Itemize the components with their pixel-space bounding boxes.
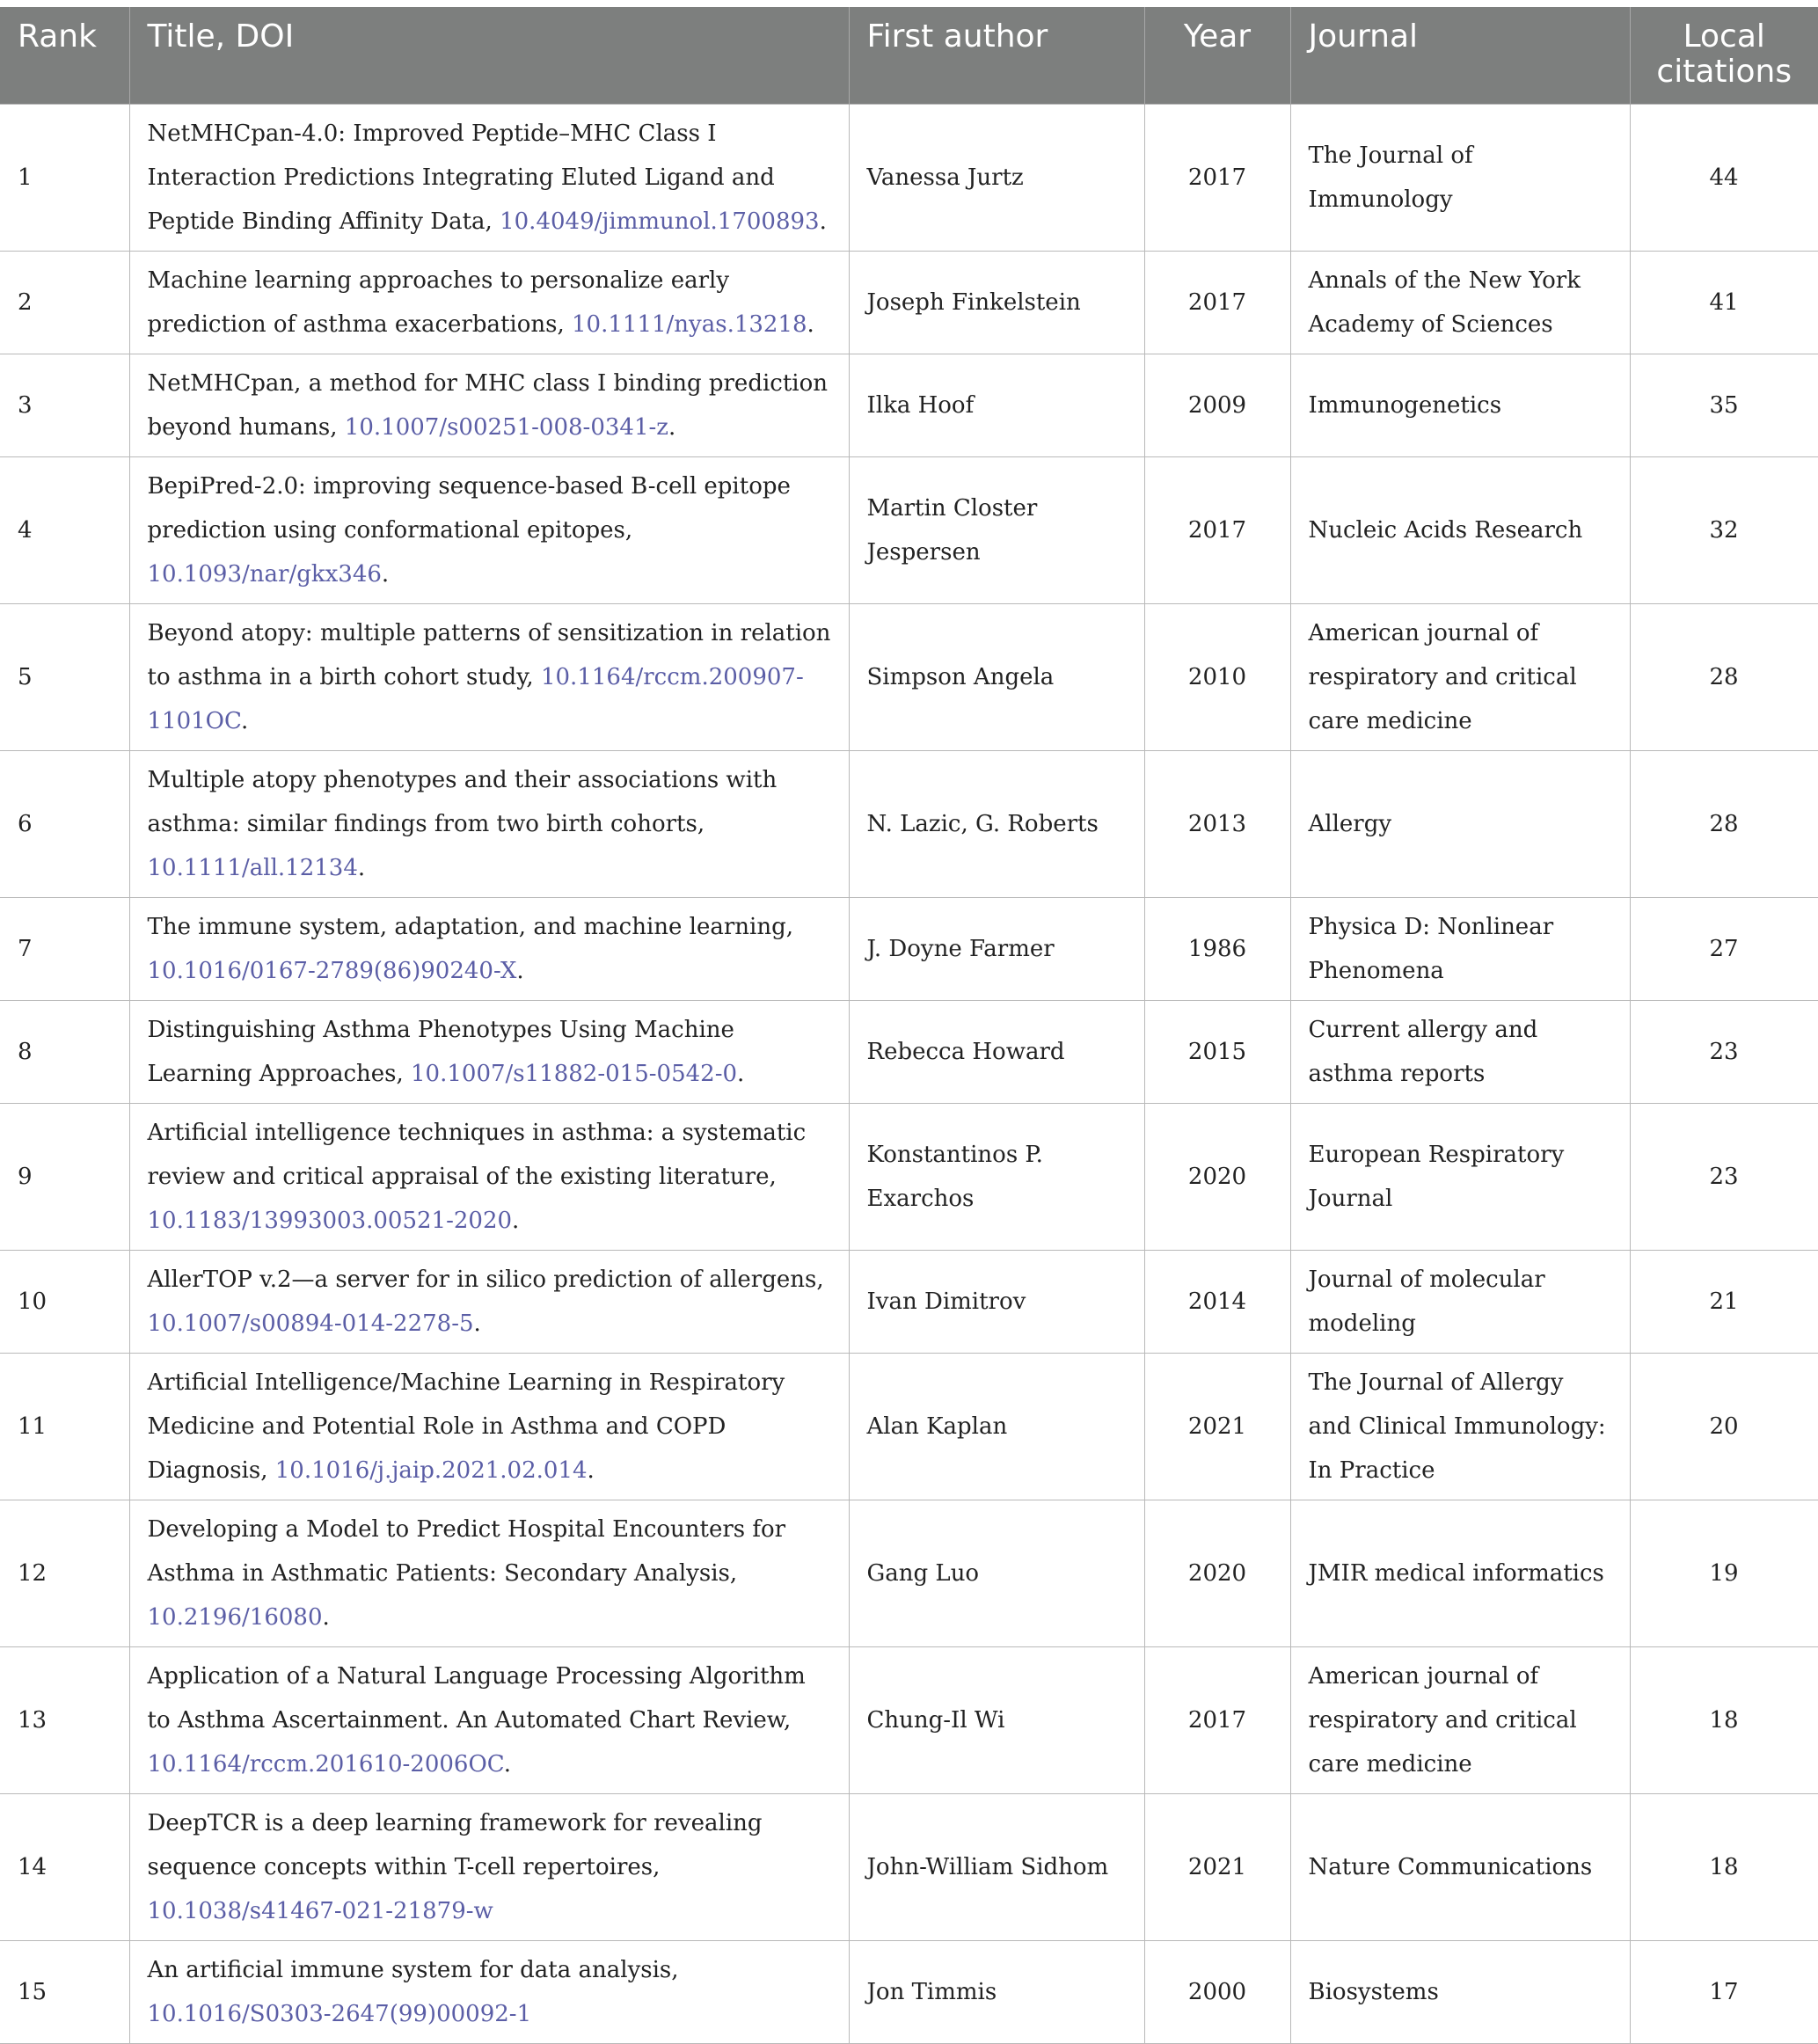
citations-table	[0, 7, 1818, 2044]
table-row	[0, 897, 1818, 1000]
title-doi-cell	[129, 897, 849, 1000]
title-doi-cell	[129, 750, 849, 897]
col-header-local-citations: Local citations	[1630, 7, 1818, 104]
title-text: Distinguishing Asthma Phenotypes Using Machine Learning Approaches,	[147, 1016, 734, 1087]
title-text: Beyond atopy: multiple patterns of sensitization in relation to asthma in a birth cohort study,	[147, 619, 831, 690]
year-cell: 2021	[1144, 1353, 1290, 1500]
doi-link[interactable]: 10.1164/rccm.201610-2006OC	[147, 1750, 504, 1778]
first-author-cell: John-William Sidhom	[849, 1793, 1144, 1940]
title-tail: .	[807, 310, 814, 338]
first-author-cell: N. Lazic, G. Roberts	[849, 750, 1144, 897]
col-header-rank: Rank	[0, 7, 129, 104]
rank-cell: 8	[0, 1000, 129, 1103]
title-doi-cell	[129, 1250, 849, 1353]
first-author-cell: Konstantinos P. Exarchos	[849, 1103, 1144, 1250]
title-tail: .	[668, 413, 676, 441]
local-citations-cell: 19	[1630, 1500, 1818, 1646]
journal-cell: Annals of the New York Academy of Sciences	[1290, 251, 1630, 354]
year-cell: 2015	[1144, 1000, 1290, 1103]
table-row	[0, 456, 1818, 603]
rank-cell: 13	[0, 1646, 129, 1793]
year-cell: 2009	[1144, 354, 1290, 456]
title-tail: .	[737, 1060, 745, 1087]
title-doi-cell	[129, 603, 849, 750]
doi-link[interactable]: 10.1007/s00894-014-2278-5	[147, 1310, 474, 1337]
table-row	[0, 1250, 1818, 1353]
journal-cell: American journal of respiratory and critical care medicine	[1290, 603, 1630, 750]
rank-cell: 7	[0, 897, 129, 1000]
title-tail: .	[512, 1207, 520, 1234]
journal-cell: European Respiratory Journal	[1290, 1103, 1630, 1250]
local-citations-cell: 27	[1630, 897, 1818, 1000]
title-tail: .	[357, 854, 366, 881]
title-text: Multiple atopy phenotypes and their associations with asthma: similar findings from two birth cohorts,	[147, 766, 778, 837]
journal-cell: The Journal of Allergy and Clinical Immunology: In Practice	[1290, 1353, 1630, 1500]
local-citations-cell: 17	[1630, 1940, 1818, 2043]
local-citations-cell: 23	[1630, 1000, 1818, 1103]
first-author-cell: Joseph Finkelstein	[849, 251, 1144, 354]
title-tail: .	[503, 1750, 511, 1778]
doi-link[interactable]: 10.1007/s11882-015-0542-0	[411, 1060, 738, 1087]
title-tail: .	[516, 957, 524, 984]
title-doi-cell	[129, 1000, 849, 1103]
year-cell: 2021	[1144, 1793, 1290, 1940]
doi-link[interactable]: 10.1016/0167-2789(86)90240-X	[147, 957, 517, 984]
title-tail: .	[819, 208, 827, 235]
table-row	[0, 1000, 1818, 1103]
journal-cell: The Journal of Immunology	[1290, 104, 1630, 251]
local-citations-cell: 21	[1630, 1250, 1818, 1353]
rank-cell: 2	[0, 251, 129, 354]
title-tail: .	[473, 1310, 481, 1337]
journal-cell: Biosystems	[1290, 1940, 1630, 2043]
first-author-cell: J. Doyne Farmer	[849, 897, 1144, 1000]
year-cell: 2017	[1144, 104, 1290, 251]
local-citations-cell: 28	[1630, 603, 1818, 750]
title-text: Developing a Model to Predict Hospital Encounters for Asthma in Asthmatic Patients: Secondary Analysis,	[147, 1515, 786, 1587]
table-row	[0, 1103, 1818, 1250]
title-text: An artificial immune system for data analysis,	[147, 1956, 679, 1983]
title-tail: .	[240, 707, 249, 734]
rank-cell: 1	[0, 104, 129, 251]
journal-cell: American journal of respiratory and critical care medicine	[1290, 1646, 1630, 1793]
title-tail: .	[322, 1603, 330, 1631]
journal-cell: Nature Communications	[1290, 1793, 1630, 1940]
local-citations-cell: 35	[1630, 354, 1818, 456]
year-cell: 2017	[1144, 1646, 1290, 1793]
title-text: Machine learning approaches to personalize early prediction of asthma exacerbations,	[147, 266, 730, 338]
title-doi-cell	[129, 1940, 849, 2043]
rank-cell: 14	[0, 1793, 129, 1940]
title-doi-cell	[129, 456, 849, 603]
title-text: NetMHCpan, a method for MHC class I binding prediction beyond humans,	[147, 369, 828, 441]
col-header-journal: Journal	[1290, 7, 1630, 104]
col-header-first-author: First author	[849, 7, 1144, 104]
table-row	[0, 251, 1818, 354]
local-citations-cell: 20	[1630, 1353, 1818, 1500]
doi-link[interactable]: 10.1183/13993003.00521-2020	[147, 1207, 513, 1234]
table-row	[0, 104, 1818, 251]
journal-cell: Current allergy and asthma reports	[1290, 1000, 1630, 1103]
first-author-cell: Chung-Il Wi	[849, 1646, 1144, 1793]
first-author-cell: Jon Timmis	[849, 1940, 1144, 2043]
year-cell: 2020	[1144, 1103, 1290, 1250]
first-author-cell: Ilka Hoof	[849, 354, 1144, 456]
rank-cell: 4	[0, 456, 129, 603]
year-cell: 2014	[1144, 1250, 1290, 1353]
title-tail: .	[381, 560, 390, 588]
title-text: Application of a Natural Language Processing Algorithm to Asthma Ascertainment. An Automated Chart Review,	[147, 1662, 806, 1734]
local-citations-cell: 18	[1630, 1793, 1818, 1940]
year-cell: 2000	[1144, 1940, 1290, 2043]
journal-cell: Physica D: Nonlinear Phenomena	[1290, 897, 1630, 1000]
year-cell: 2010	[1144, 603, 1290, 750]
doi-link[interactable]: 10.1164/rccm.200907-1101OC	[147, 663, 804, 734]
year-cell: 2017	[1144, 456, 1290, 603]
table-row	[0, 750, 1818, 897]
title-doi-cell	[129, 354, 849, 456]
rank-cell: 6	[0, 750, 129, 897]
local-citations-cell: 28	[1630, 750, 1818, 897]
title-text: The immune system, adaptation, and machine learning,	[147, 913, 793, 940]
title-doi-cell	[129, 1500, 849, 1646]
first-author-cell: Martin Closter Jespersen	[849, 456, 1144, 603]
rank-cell: 9	[0, 1103, 129, 1250]
local-citations-cell: 18	[1630, 1646, 1818, 1793]
table-row	[0, 1646, 1818, 1793]
table-row	[0, 603, 1818, 750]
local-citations-cell: 23	[1630, 1103, 1818, 1250]
journal-cell: Journal of molecular modeling	[1290, 1250, 1630, 1353]
first-author-cell: Alan Kaplan	[849, 1353, 1144, 1500]
rank-cell: 3	[0, 354, 129, 456]
title-text: Artificial Intelligence/Machine Learning in Respiratory Medicine and Potential Role in Asthma and COPD Diagnosis,	[147, 1369, 785, 1484]
doi-link[interactable]: 10.1111/all.12134	[147, 854, 358, 881]
first-author-cell: Vanessa Jurtz	[849, 104, 1144, 251]
title-text: AllerTOP v.2—a server for in silico prediction of allergens,	[147, 1266, 824, 1293]
rank-cell: 15	[0, 1940, 129, 2043]
title-tail: .	[587, 1456, 595, 1484]
table-row	[0, 1353, 1818, 1500]
table-row	[0, 1500, 1818, 1646]
title-doi-cell	[129, 104, 849, 251]
year-cell: 1986	[1144, 897, 1290, 1000]
doi-link[interactable]: 10.2196/16080	[147, 1603, 323, 1631]
year-cell: 2020	[1144, 1500, 1290, 1646]
doi-link[interactable]: 10.1093/nar/gkx346	[147, 560, 382, 588]
table-row	[0, 1793, 1818, 1940]
title-text: DeepTCR is a deep learning framework for revealing sequence concepts within T-cell repertoires,	[147, 1809, 763, 1880]
first-author-cell: Simpson Angela	[849, 603, 1144, 750]
table-row	[0, 354, 1818, 456]
table-row	[0, 1940, 1818, 2043]
title-text: Artificial intelligence techniques in asthma: a systematic review and critical appraisal of the existing literature,	[147, 1119, 807, 1190]
journal-cell: Nucleic Acids Research	[1290, 456, 1630, 603]
journal-cell: Allergy	[1290, 750, 1630, 897]
title-doi-cell	[129, 1103, 849, 1250]
doi-link[interactable]: 10.1038/s41467-021-21879-w	[147, 1897, 493, 1924]
col-header-title-doi: Title, DOI	[129, 7, 849, 104]
year-cell: 2017	[1144, 251, 1290, 354]
title-text: NetMHCpan-4.0: Improved Peptide–MHC Class I Interaction Predictions Integrating Eluted Ligand and Peptide Binding Affinity Data,	[147, 120, 775, 235]
rank-cell: 11	[0, 1353, 129, 1500]
title-doi-cell	[129, 1793, 849, 1940]
local-citations-cell: 32	[1630, 456, 1818, 603]
title-doi-cell	[129, 1646, 849, 1793]
first-author-cell: Ivan Dimitrov	[849, 1250, 1144, 1353]
rank-cell: 5	[0, 603, 129, 750]
doi-link[interactable]: 10.1016/j.jaip.2021.02.014	[274, 1456, 588, 1484]
header-row	[0, 7, 1818, 104]
doi-link[interactable]: 10.1007/s00251-008-0341-z	[344, 413, 668, 441]
journal-cell: Immunogenetics	[1290, 354, 1630, 456]
year-cell: 2013	[1144, 750, 1290, 897]
col-header-year: Year	[1144, 7, 1290, 104]
journal-cell: JMIR medical informatics	[1290, 1500, 1630, 1646]
local-citations-cell: 41	[1630, 251, 1818, 354]
rank-cell: 10	[0, 1250, 129, 1353]
rank-cell: 12	[0, 1500, 129, 1646]
first-author-cell: Rebecca Howard	[849, 1000, 1144, 1103]
first-author-cell: Gang Luo	[849, 1500, 1144, 1646]
title-doi-cell	[129, 251, 849, 354]
doi-link[interactable]: 10.1111/nyas.13218	[572, 310, 807, 338]
title-text: BepiPred-2.0: improving sequence-based B-cell epitope prediction using conformational epitopes,	[147, 472, 791, 544]
doi-link[interactable]: 10.4049/jimmunol.1700893	[500, 208, 820, 235]
doi-link[interactable]: 10.1016/S0303-2647(99)00092-1	[147, 2000, 532, 2027]
local-citations-cell: 44	[1630, 104, 1818, 251]
title-doi-cell	[129, 1353, 849, 1500]
